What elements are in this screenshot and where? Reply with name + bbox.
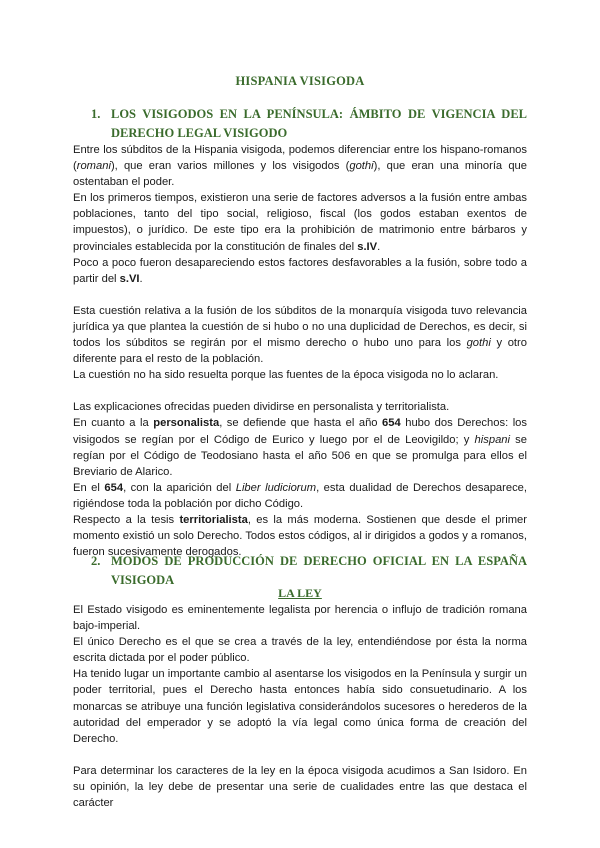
paragraph: El Estado visigodo es eminentemente legalista por herencia o influjo de tradición romana bajo-imperial. — [73, 604, 527, 633]
paragraph: Entre los súbditos de la Hispania visigoda, podemos diferenciar entre los hispano-romanos (romani), que eran varios millones y los visigodos (gothi), que eran una minoría que ostentaban el poder. — [73, 144, 527, 189]
section-2-body — [73, 602, 527, 811]
paragraph: Poco a poco fueron desapareciendo estos factores desfavorables a la fusión, sobre todo a partir del s.VI. — [73, 256, 527, 285]
section-2-number: 2. — [91, 554, 101, 568]
paragraph: En cuanto a la personalista, se defiende que hasta el año 654 hubo dos Derechos: los visigodos se regían por el Código de Eurico y luego por el de Leovigildo; y hispani se regían por el Código de Teodosiano hasta el año 506 en que se promulga para ellos el Breviario de Alarico. — [73, 417, 527, 478]
section-2-heading — [91, 552, 527, 590]
paragraph: Para determinar los caracteres de la ley en la época visigoda acudimos a San Isidoro. En su opinión, la ley debe de presentar una serie de cualidades entre las que destaca el carácter — [73, 764, 527, 810]
section-1-number: 1. — [91, 107, 101, 121]
paragraph: Respecto a la tesis territorialista, es la más moderna. Sostienen que desde el primer momento existió un solo Derecho. Todos estos códigos, al ir dirigidos a godos y a romanos, fueron sucesivamente derogados. — [73, 513, 527, 559]
paragraph: En los primeros tiempos, existieron una serie de factores adversos a la fusión entre ambas poblaciones, tanto del tipo social, religioso, fiscal (los godos estaban exentos de impuestos), o jurídico. De este tipo era la prohibición de matrimonio entre bárbaros y provinciales establecida por la constitución de finales del s.IV. — [73, 192, 527, 253]
paragraph: Esta cuestión relativa a la fusión de los súbditos de la monarquía visigoda tuvo relevancia jurídica ya que plantea la cuestión de si hubo o no una duplicidad de Derechos, es decir, si todos los súbditos se regirán por el mismo derecho o hubo uno para los gothi y otro diferente para el resto de la población. — [73, 304, 527, 366]
section-1-heading-text: LOS VISIGODOS EN LA PENÍNSULA: ÁMBITO DE VIGENCIA DEL DERECHO LEGAL VISIGODO — [111, 107, 527, 140]
section-1-heading — [91, 105, 527, 143]
section-2-heading-text: MODOS DE PRODUCCIÓN DE DERECHO OFICIAL EN LA ESPAÑA VISIGODA — [111, 554, 527, 587]
section-1-body — [73, 142, 527, 560]
document-title: HISPANIA VISIGODA — [235, 74, 365, 88]
paragraph: La cuestión no ha sido resuelta porque las fuentes de la época visigoda no lo aclaran. — [73, 369, 499, 382]
paragraph: El único Derecho es el que se crea a través de la ley, entendiéndose por ésta la norma escrita dictada por el poder público. — [73, 636, 527, 665]
paragraph: Las explicaciones ofrecidas pueden dividirse en personalista y territorialista. — [73, 401, 450, 414]
subheading-la-ley: LA LEY — [278, 586, 322, 600]
paragraph: En el 654, con la aparición del Liber ludiciorum, esta dualidad de Derechos desaparece, rigiéndose toda la población por dicho Código. — [73, 481, 528, 510]
paragraph: Ha tenido lugar un importante cambio al asentarse los visigodos en la Península y surgir un poder territorial, pues el Derecho hasta entonces había sido consuetudinario. A los monarcas se atribuye una función legislativa considerándolos sucesores o herederos de la autoridad del emperador y se adoptó la vía legal como única forma de creación del Derecho. — [73, 668, 527, 745]
